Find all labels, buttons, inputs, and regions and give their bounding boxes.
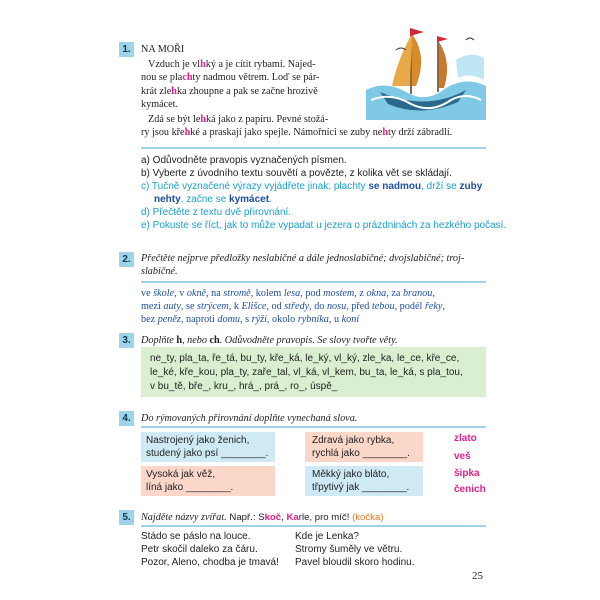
preposition-line-3: bez peněz, naproti domu, s rýží, okolo rybníka, u koní [141,314,360,325]
simile-1-line-1: Nastrojený jako ženich, [146,435,250,446]
sentence-left-3: Pozor, Aleno, chodba je tmavá! [141,557,279,568]
answer-word-1: zlato [454,433,477,444]
exercise-2-instruction: Přečtěte nejprve předložky neslabičné a dále jednoslabičné; dvojslabičné; troj- [141,253,465,264]
text-line: Zdá se být lehká jako z papíru. Pevné stožá- [148,114,329,125]
exercise-2-number: 2. [119,252,134,267]
simile-4-line-2: třpytivý jak ________. [312,482,410,493]
text-line: nou se plachty nadmou větrem. Loď se pár- [141,72,320,83]
sentence-left-1: Stádo se páslo na louce. [141,531,251,542]
task-c: c) Tučně vyznačené výrazy vyjádřete jinak: plachty se nadmou, drží se zuby [141,181,483,192]
simile-1-line-2: studený jako psí ________. [146,448,269,459]
simile-4-line-1: Měkký jako bláto, [312,469,390,480]
exercise-2-instruction-cont: slabičné. [141,266,178,277]
preposition-line-1: ve škole, v okně, na stromě, kolem lesa, pod mostem, z okna, za branou, [141,288,435,299]
word-line-1: ne_ty, pla_ta, ře_tá, bu_ty, kře_ká, le_ký, vl_ký, zle_ka, le_ce, kře_ce, [150,353,460,364]
exercise-4-divider [141,426,486,428]
task-d: d) Přečtěte z textu dvě přirovnání. [141,207,292,218]
sailing-ship-illustration [366,20,486,120]
simile-3-line-2: líná jako ________. [146,482,234,493]
exercise-5-number: 5. [119,510,134,525]
exercise-1-number: 1. [119,42,134,57]
text-line: krát zlehka zhoupne a pak se začne hrozivě [141,86,318,97]
exercise-1-divider [141,147,486,149]
task-c-cont: nehty, začne se kymácet. [154,194,272,205]
answer-word-2: veš [454,451,471,462]
sentence-right-3: Pavel bloudil skoro hodinu. [295,557,415,568]
exercise-5-instruction: Najděte názvy zvířat. Např.: Skoč, Karle, pro míč! (kočka) [141,512,384,523]
task-e: e) Pokuste se říct, jak to může vypadat u jezera o prázdninách za hezkého počasí. [141,220,507,231]
exercise-5-divider [141,525,486,527]
text-line: ry jsou křehké a praskají jako spejle. Námořníci se zuby nehty drží zábradlí. [141,127,453,138]
sentence-right-2: Stromy šuměly ve větru. [295,544,403,555]
exercise-3-instruction: Doplňte h, nebo ch. Odůvodněte pravopis. Se slovy tvořte věty. [141,335,398,346]
exercise-4-instruction: Do rýmovaných přirovnání doplňte vynechaná slova. [141,413,358,424]
text-line: kymácet. [141,99,179,110]
answer-word-4: čenich [454,484,486,495]
sentence-left-2: Petr skočil daleko za čáru. [141,544,258,555]
simile-2-line-2: rychlá jako ________. [312,448,410,459]
task-a: a) Odůvodněte pravopis vyznačených písmen. [141,155,347,166]
preposition-line-2: mezi auty, se strýcem, k Elišce, od středy, do nosu, před tebou, podél řeky, [141,301,445,312]
page-number: 25 [472,570,483,582]
exercise-4-number: 4. [119,411,134,426]
sentence-right-1: Kde je Lenka? [295,531,359,542]
exercise-2-divider [141,281,486,283]
word-line-3: v bu_tě, bře_, kru_, hrá_, prá_, ro_, úspě_ [150,381,338,392]
text-line: Vzduch je vlhký a je cítit rybami. Najed- [148,59,316,70]
exercise-3-number: 3. [119,333,134,348]
simile-2-line-1: Zdravá jako rybka, [312,435,395,446]
answer-word-3: šipka [454,468,480,479]
simile-3-line-1: Vysoká jak věž, [146,469,216,480]
task-b: b) Vyberte z úvodního textu souvětí a povězte, z kolika vět se skládají. [141,168,452,179]
exercise-1-title: NA MOŘI [141,44,185,55]
word-line-2: le_ké, kře_kou, pla_ty, zaře_tal, vl_ká, vl_kem, bu_ta, le_ká, s pla_tou, [150,367,463,378]
